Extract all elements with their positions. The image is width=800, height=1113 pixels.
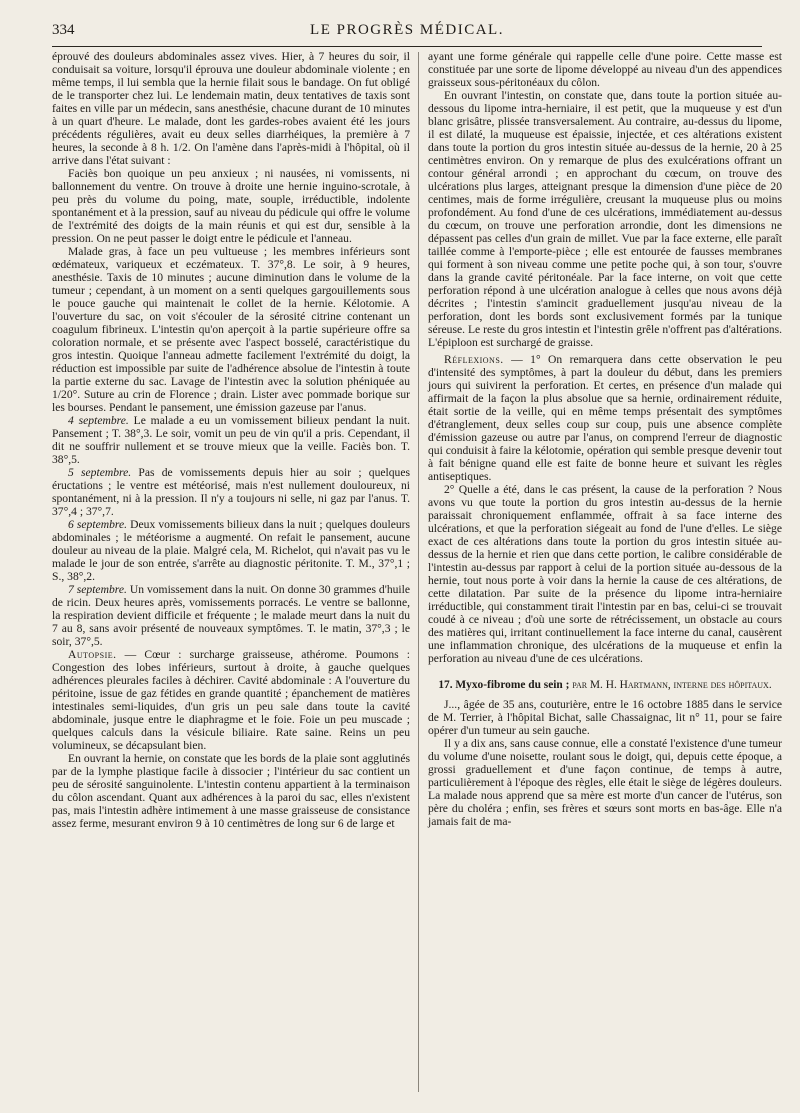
section-label: Autopsie. bbox=[68, 648, 117, 661]
paragraph-text: Deux vomissements bilieux dans la nuit ; quelques douleurs abdominales ; le météorisme a augmenté. On refait le pansement, aucune douleur au niveau de la plaie. Malgré cela, M. Richelot, qui n'avait pas vu le malade le jour de son entrée, s'arrête au diagnostic péritonite. T. M., 37°,1 ; S., 38°,2. bbox=[52, 518, 411, 583]
paragraph bbox=[52, 648, 410, 752]
paragraph: J..., âgée de 35 ans, couturière, entre le 16 octobre 1885 dans le service de M. Terrier, à l'hôpital Bichat, salle Chassaignac, lit n° 11, pour se faire opérer d'un tumeur au sein gauche. bbox=[428, 698, 782, 737]
paragraph: éprouvé des douleurs abdominales assez vives. Hier, à 7 heures du soir, il conduisait sa voiture, lorsqu'il éprouva une douleur abdominale violente ; en même temps, il lui sembla que la hernie filait sous le bandage. On fut obligé de le transporter chez lui. Le lendemain matin, deux tentatives de taxis sont faites en ville par un médecin, sans anesthésie, chacune durant de 10 minutes à un quart d'heure. Le malade, dont les gardes-robes avaient été les jours précédents régulières, avait eu deux selles diarrhéiques, la première à 7 heures, la seconde à 8 h. 1/2. On l'amène dans l'après-midi à l'hôpital, où il arrive dans l'état suivant : bbox=[52, 50, 410, 167]
page-header bbox=[52, 20, 762, 47]
article-author: par M. H. Hartmann, interne des hôpitaux. bbox=[569, 679, 772, 691]
page-number: 334 bbox=[52, 22, 75, 38]
date-label: 6 septembre. bbox=[68, 518, 128, 531]
paragraph-text: Pas de vomissements depuis hier au soir ; quelques éructations ; le ventre est météorisé, mais n'est nullement douloureux, ni spontanément, ni à la pression. Il n'y a toujours ni selle, ni gaz par l'anus. T. 37°,4 ; 37°,7. bbox=[52, 466, 410, 518]
paragraph: Faciès bon quoique un peu anxieux ; ni nausées, ni vomissents, ni ballonnement du ventre. On trouve à droite une hernie inguino-scrotale, à peu près du volume du poing, mate, souple, irréductible, indolente spontanément et à la pression, sauf au niveau du pédicule qui offre le volume de l'extrémité des doigts de la main réunis et qui est dur, sensible à la pression. On ne peut passer le doigt entre le pédicule et l'anneau. bbox=[52, 167, 410, 245]
paragraph-text: Le malade a eu un vomissement bilieux pendant la nuit. Pansement ; T. 38°,3. Le soir, vomit un peu de vin qu'il a pris. Cependant, il dit ne souffrir nullement et se trouve mieux que la veille. Faciès bon. T. 38°,5. bbox=[52, 414, 410, 466]
article-title: 17. Myxo-fibrome du sein ; bbox=[438, 679, 570, 691]
section-label: Réflexions. bbox=[444, 353, 504, 366]
article-heading bbox=[428, 679, 782, 692]
paragraph: Il y a dix ans, sans cause connue, elle a constaté l'existence d'une tumeur du volume d'une noisette, roulant sous le doigt, qui, depuis cette époque, a grossi graduellement et d'une façon continue, de temps à autre, particulièrement à l'époque des règles, elle était le siège de légères douleurs. La malade nous apprend que sa mère est morte d'un cancer de l'utérus, son père du choléra ; enfin, ses frères et sœurs sont morts en bas-âge. Elle n'a jamais fait de ma- bbox=[428, 737, 782, 828]
paragraph: En ouvrant la hernie, on constate que les bords de la plaie sont agglutinés par de la lymphe plastique facile à dissocier ; l'intérieur du sac contient un peu de sérosité sanguinolente. L'intestin contenu appartient à la terminaison du côlon ascendant. Quant aux adhérences à la paroi du sac, elles n'existent pas, mais l'intestin adhère intimement à une masse graisseuse de consistance assez ferme, mesurant environ 9 à 10 centimètres de long sur 6 de large et bbox=[52, 752, 410, 830]
paragraph bbox=[52, 414, 410, 466]
paragraph bbox=[428, 353, 782, 483]
paragraph: En ouvrant l'intestin, on constate que, dans toute la portion située au-dessous du lipome intra-herniaire, il est petit, que la muqueuse y est d'un blanc grisâtre, plissée transversalement. Au contraire, au-dessus du lipome, il est dilaté, la muqueuse est épaissie, injectée, et ces altérations existent dans toute la portion du gros intestin située au-dessus de la hernie, 20 à 25 centimètres environ. On y remarque de plus des exulcérations offrant un contour général arrondi ; en approchant du cœcum, on trouve des ulcérations plus larges, atteignant presque la dimension d'une pièce de 20 centimes, mais de forme irrégulière, creusant la muqueuse plus ou moins profondément. Au fond d'une de ces ulcérations, immédiatement au-dessus du cœcum, on trouve une perforation arrondie, dont les dimensions ne dépassent pas celles d'un grain de millet. Vue par la face externe, elle paraît taillée comme à l'emporte-pièce ; elle est entourée de fausses membranes qui forment à son niveau comme une petite poche qui, à son tour, s'ouvre dans la grande cavité péritonéale. Par la face interne, on voit que cette perforation répond à une ulcération analogue à celles que nous avons déjà décrites ; l'intestin s'amincit graduellement jusqu'au niveau de la perforation, dont les bords sont exclusivement formés par la tunique séreuse. Le reste du gros intestin et l'intestin grêle n'offrent pas d'altérations. L'épiploon est surchargé de graisse. bbox=[428, 89, 782, 349]
date-label: 7 septembre. bbox=[68, 583, 127, 596]
paragraph-text: — Cœur : surcharge graisseuse, athérome. Poumons : Congestion des lobes inférieurs, surtout à droite, à gauche quelques adhérences pleurales faciles à déchirer. Cavité abdominale : A l'ouverture du péritoine, issue de gaz fétides en grande quantité ; épanchement de matières intestinales semi-liquides, d'un gris un peu sale dans toute la cavité abdominale, jusque entre le diaphragme et le foie. Foie un peu muscade ; quelques calculs dans la vésicule biliaire. Rate saine. Reins un peu volumineux, se décapsulant bien. bbox=[52, 648, 410, 752]
paragraph: ayant une forme générale qui rappelle celle d'une poire. Cette masse est constituée par une sorte de lipome développé au niveau d'un des appendices graisseux sous-péritonéaux du côlon. bbox=[428, 50, 782, 89]
right-column bbox=[428, 50, 782, 828]
paragraph bbox=[52, 518, 410, 583]
date-label: 4 septembre. bbox=[68, 414, 129, 427]
paragraph bbox=[52, 583, 410, 648]
date-label: 5 septembre. bbox=[68, 466, 132, 479]
paragraph bbox=[52, 466, 410, 518]
running-title: LE PROGRÈS MÉDICAL. bbox=[310, 22, 504, 38]
paragraph-text: — 1° On remarquera dans cette observation le peu d'intensité des symptômes, à part la douleur du début, dans les premiers jours qui suivirent la perforation. Et certes, en présence d'un malade qui affirmait de la façon la plus absolue que sa hernie, ordinairement réduite, était sortie de la veille, qui en même temps présentait des symptômes d'étranglement, deux selles coup sur coup, puis une absence complète d'émission gazeuse ou autre par l'anus, on comprend l'erreur de diagnostic qui conduisit à faire la kélotomie, opération qui semble presque devenir tout à fait bénigne quand elle est faite de bonne heure et suivant les règles antiseptiques. bbox=[428, 353, 782, 483]
paragraph: Malade gras, à face un peu vultueuse ; les membres inférieurs sont œdémateux, variqueux et eczémateux. T. 37°,8. Le soir, à 9 heures, anesthésie. Taxis de 10 minutes ; aucune diminution dans le volume de la tumeur ; cependant, à un moment on a senti quelques gargouillements sous le pouce gauche qui maintenait le collet de la hernie. Kélotomie. A l'ouverture du sac, on voit s'écouler de la sérosité citrine contenant un coagulum fibrineux. L'intestin qu'on aperçoit à la partie supérieure offre sa coloration normale, et se présente avec l'aspect bosselé, caractéristique du gros intestin. Quoique l'anneau admette facilement l'extrémité du doigt, la réduction est impossible par suite de l'adhérence absolue de l'intestin à toute la partie externe du sac. Lavage de l'intestin avec la solution phéniquée au 1/20°. Suture au crin de Florence ; drain. Lister avec pommade borique sur les bourses. Pendant le pansement, une émission gazeuse par l'anus. bbox=[52, 245, 410, 414]
paragraph: 2° Quelle a été, dans le cas présent, la cause de la perforation ? Nous avons vu que toute la portion du gros intestin au-dessus de la hernie paraissait chroniquement enflammée, offrait à sa face interne des ulcérations, et que la perforation siégeait au fond de l'une d'elles. Le siège exact de ces altérations dans toute la portion du gros intestin située au-dessus de la hernie et rien que dans cette portion, le calibre considérable de l'intestin au-dessus par rapport à celui de la portion située au-dessous de la hernie, tout nous porte à voir dans la hernie la cause de ces altérations, de cette dilatation. Par suite de la présence du lipome intra-herniaire irréductible, qui constamment tirait l'intestin par en bas, celui-ci se trouvait coudé à ce niveau ; d'où une sorte de rétrécissement, un obstacle au cours des matières qui, irritant continuellement la face interne du canal, causèrent une inflammation chronique, des ulcérations de la muqueuse et enfin la perforation au niveau d'une de ces ulcérations. bbox=[428, 483, 782, 665]
column-divider bbox=[418, 52, 419, 1092]
left-column bbox=[52, 50, 410, 830]
paragraph-text: Un vomissement dans la nuit. On donne 30 grammes d'huile de ricin. Deux heures après, vomissements porracés. Le ventre se ballonne, la respiration devient difficile et fréquente ; le malade meurt dans la nuit du 7 au 8, sans avoir présenté de nouveaux symptômes. T. le matin, 37°,3 ; le soir, 37°,5. bbox=[52, 583, 410, 648]
